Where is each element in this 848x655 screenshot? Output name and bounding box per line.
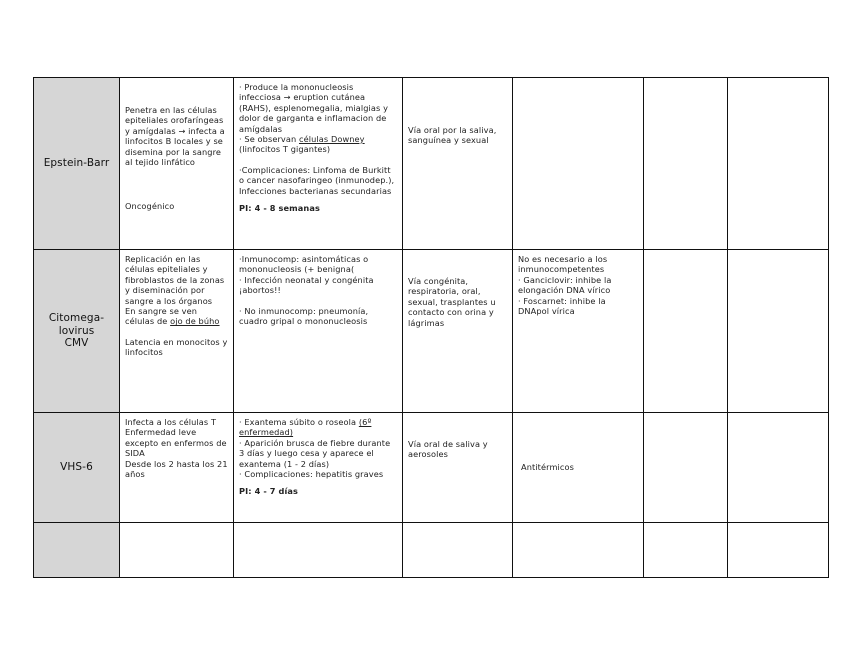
pathogenesis-text: En sangre se ven células de ojo de búho [125, 306, 220, 327]
treatment-text: No es necesario a los inmunocompetentes [518, 254, 608, 275]
transmission-text: Vía oral por la saliva, sanguínea y sexual [408, 125, 497, 146]
virus-name-cell [34, 78, 120, 250]
treatment-cell [513, 413, 644, 523]
table-row [34, 523, 829, 578]
pathogenesis-cell [120, 78, 234, 250]
clinical-text: · Exantema súbito o roseola (6º enfermedad) [239, 417, 372, 438]
transmission-text: Vía congénita, respiratoria, oral, sexual, trasplantes u contacto con orina y lágrimas [408, 276, 496, 328]
clinical-text: · Produce la mononucleosis infecciosa → eruption cutánea (RAHS), esplenomegalia, mialgias y dolor de garganta e inflamacion de amígdalas [239, 82, 389, 134]
clinical-text: ·Inmunocomp: asintomáticas o mononucleosis (+ benigna( [239, 254, 369, 275]
transmission-text: Vía oral de saliva y aerosoles [408, 439, 488, 460]
transmission-cell [403, 78, 513, 250]
virus-name: lovirus [58, 324, 95, 337]
clinical-text: · No inmunocomp: pneumonía, cuadro gripal o mononucleosis [239, 305, 369, 327]
clinical-text: · Complicaciones: hepatitis graves [239, 469, 384, 480]
virus-name-cell [34, 413, 120, 523]
virus-name: CMV [64, 337, 89, 350]
empty-cell [728, 413, 829, 523]
pathogenesis-text: Desde los 2 hasta los 21 años [125, 458, 228, 480]
table-row [34, 250, 829, 413]
incubation-period: PI: 4 - 8 semanas [239, 203, 320, 214]
empty-cell [644, 250, 728, 413]
empty-cell [120, 523, 234, 578]
pathogenesis-text: Infecta a los células T [125, 417, 217, 427]
pathogenesis-text: Enfermedad leve excepto en enfermos de SIDA [125, 427, 227, 459]
clinical-text: ·Complicaciones: Linfoma de Burkitt o cancer nasofaringeo (inmunodep.), Infecciones bacterianas secundarias [239, 164, 395, 196]
virus-name-cell [34, 523, 120, 578]
table-row [34, 78, 829, 250]
empty-cell [403, 523, 513, 578]
incubation-period: PI: 4 - 7 días [239, 486, 298, 497]
virus-name: VHS-6 [60, 461, 93, 474]
empty-cell [644, 523, 728, 578]
pathogenesis-text: Oncogénico [125, 201, 175, 212]
treatment-text: · Ganciclovir: inhibe la elongación DNA vírico [518, 274, 612, 296]
treatment-text: Antitérmicos [521, 462, 574, 473]
transmission-cell [403, 250, 513, 413]
treatment-cell [513, 78, 644, 250]
pathogenesis-cell [120, 250, 234, 413]
virus-name: Citomega- [48, 312, 105, 325]
pathogen-table [33, 77, 829, 578]
empty-cell [644, 78, 728, 250]
empty-cell [728, 78, 829, 250]
transmission-cell [403, 413, 513, 523]
empty-cell [728, 523, 829, 578]
empty-cell [234, 523, 403, 578]
clinical-text: · Infección neonatal y congénita ¡abortos!! [239, 274, 374, 296]
pathogenesis-text: Penetra en las células epiteliales orofaríngeas y amígdalas → infecta a linfocitos B locales y se disemina por la sangre al tejido linfático [125, 105, 225, 168]
empty-cell [728, 250, 829, 413]
empty-cell [644, 413, 728, 523]
treatment-text: · Foscarnet: inhibe la DNApol vírica [518, 295, 606, 317]
pathogenesis-text: Replicación en las células epiteliales y fibroblastos de la zonas y diseminación por sangre a los órganos [125, 254, 225, 306]
clinical-text: · Se observan células Downey (linfocitos T gigantes) [239, 134, 365, 155]
treatment-cell [513, 250, 644, 413]
virus-name-cell [34, 250, 120, 413]
table-row [34, 413, 829, 523]
clinical-cell [234, 413, 403, 523]
virus-name: Epstein-Barr [43, 157, 110, 170]
clinical-text: · Aparición brusca de fiebre durante 3 días y luego cesa y aparece el exantema (1 - 2 días) [239, 437, 391, 469]
pathogenesis-text: Latencia en monocitos y linfocitos [125, 336, 228, 358]
pathogenesis-cell [120, 413, 234, 523]
clinical-cell [234, 250, 403, 413]
clinical-cell [234, 78, 403, 250]
empty-cell [513, 523, 644, 578]
